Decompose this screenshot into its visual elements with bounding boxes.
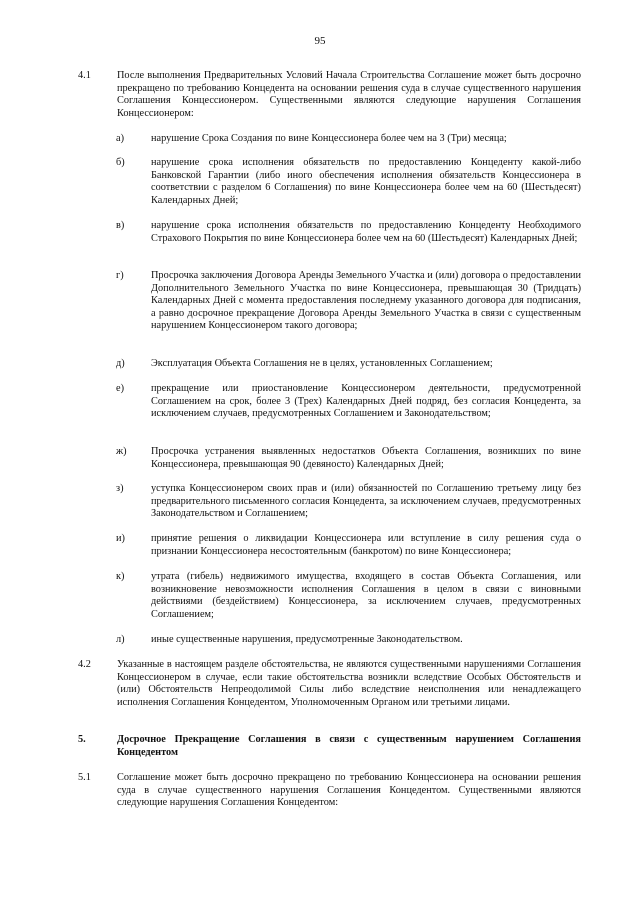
item-letter-g: г) — [116, 270, 124, 281]
item-text-k: утрата (гибель) недвижимого имущества, входящего в состав Объекта Соглашения, или возникновение невозможности исполнения Соглашения в целом в связи с виновными действиями (бездействием) Концессионера, за исключением случаев, предусмотренных Соглашением; — [151, 571, 581, 620]
item-letter-zh: ж) — [116, 446, 127, 457]
item-text-g: Просрочка заключения Договора Аренды Земельного Участка и (или) договора о предоставлении Дополнительного Земельного Участка по вине Концессионера, превышающая 30 (Тридцать) Календарных Дней с момента предоставления последнему указанного договора для подписания, а равно досрочное прекращение Договора Аренды Земельного Участка в связи с существенным нарушением Концессионером такого договора; — [151, 270, 581, 331]
clause-5-1-text: Соглашение может быть досрочно прекращено по требованию Концессионера на основании решения суда в случае существенного нарушения Соглашения Концедентом. Существенными являются следующие нарушения Соглашения Концедентом: — [117, 772, 581, 808]
item-text-d: Эксплуатация Объекта Соглашения не в целях, установленных Соглашением; — [151, 358, 493, 369]
clause-4-1-text: После выполнения Предварительных Условий Начала Строительства Соглашение может быть досрочно прекращено по требованию Концедента на основании решения суда в случае существенного нарушения Соглашения Концессионером. Существенными являются следующие нарушения Соглашения Концессионером: — [117, 70, 581, 119]
item-letter-z: з) — [116, 483, 124, 494]
clause-4-2-text: Указанные в настоящем разделе обстоятельства, не являются существенными нарушениями Соглашения Концессионером в случае, если такие обстоятельства возникли вследствие Особых Обстоятельств и (или) Обстоятельств Непреодолимой Силы либо вследствие неисполнения или ненадлежащего исполнения Соглашения Концедентом, Уполномоченным Органом или третьими лицами. — [117, 659, 581, 708]
clause-number-5-1: 5.1 — [78, 772, 91, 783]
item-text-zh: Просрочка устранения выявленных недостатков Объекта Соглашения, возникших по вине Концессионера, превышающая 90 (девяносто) Календарных Дней; — [151, 446, 581, 470]
item-text-v: нарушение срока исполнения обязательств по предоставлению Концеденту Необходимого Страхового Покрытия по вине Концессионера более чем на 60 (Шестьдесят) Календарных Дней; — [151, 220, 581, 244]
item-text-l: иные существенные нарушения, предусмотренные Законодательством. — [151, 634, 463, 645]
item-letter-a: а) — [116, 133, 124, 144]
section-5-number: 5. — [78, 734, 86, 745]
page-number: 95 — [314, 35, 326, 47]
item-letter-b: б) — [116, 157, 125, 168]
clause-number-4-2: 4.2 — [78, 659, 91, 670]
item-text-a: нарушение Срока Создания по вине Концессионера более чем на 3 (Три) месяца; — [151, 133, 507, 144]
item-letter-i: и) — [116, 533, 125, 544]
item-letter-l: л) — [116, 634, 125, 645]
item-letter-d: д) — [116, 358, 125, 369]
item-text-z: уступка Концессионером своих прав и (или) обязанностей по Соглашению третьему лицу без предварительного письменного согласия Концедента, за исключением случаев, предусмотренных Законодательством и Соглашением; — [151, 483, 581, 519]
section-5-title: Досрочное Прекращение Соглашения в связи с существенным нарушением Соглашения Концедентом — [117, 734, 581, 758]
item-letter-k: к) — [116, 571, 125, 582]
item-text-b: нарушение срока исполнения обязательств по предоставлению Концеденту какой-либо Банковской Гарантии (либо иного обеспечения исполнения обязательств Концессионера в соответствии с разделом 6 Соглашения) по вине Концессионера более чем на 60 (Шестьдесят) Календарных Дней; — [151, 157, 581, 206]
item-text-i: принятие решения о ликвидации Концессионера или вступление в силу решения суда о признании Концессионера несостоятельным (банкротом) по вине Концессионера; — [151, 533, 581, 557]
clause-number-4-1: 4.1 — [78, 70, 91, 81]
item-letter-e: е) — [116, 383, 124, 394]
item-letter-v: в) — [116, 220, 125, 231]
item-text-e: прекращение или приостановление Концессионером деятельности, предусмотренной Соглашением на срок, более 3 (Трех) Календарных Дней подряд, без согласия Концедента, за исключением случаев, предусмотренных Соглашением и Законодательством; — [151, 383, 581, 419]
